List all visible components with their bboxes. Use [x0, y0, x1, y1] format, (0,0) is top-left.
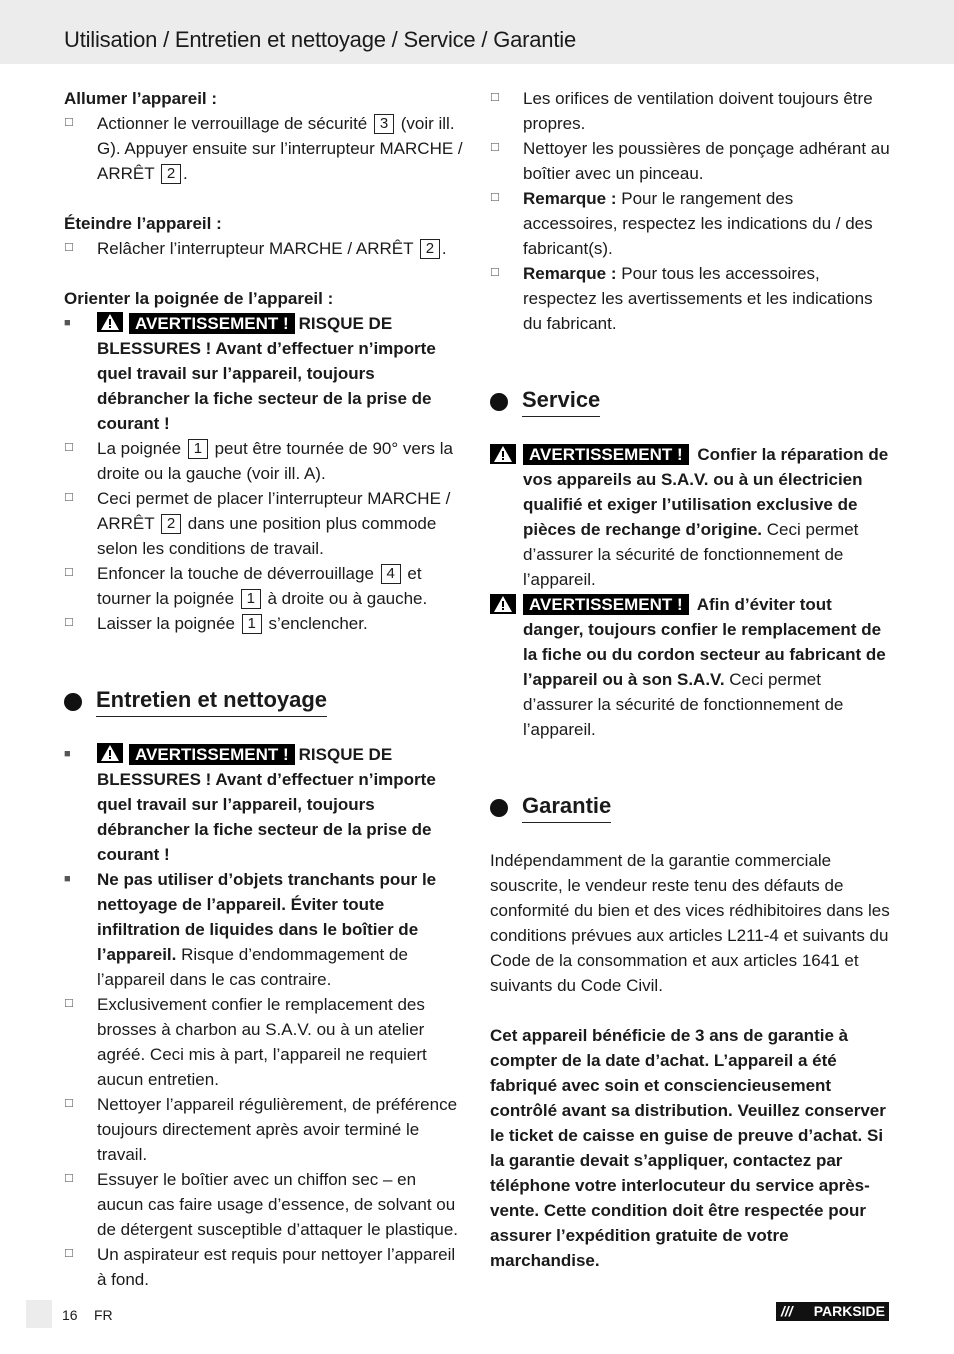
- section-garantie: [490, 792, 890, 823]
- section-title: Entretien et nettoyage: [96, 686, 327, 717]
- list-item: ☐ La poignée 1 peut être tournée de 90° vers la droite ou la gauche (voir ill. A).: [64, 436, 464, 486]
- checkbox-bullet-icon: ☐: [64, 998, 74, 1010]
- list-item: ☐ Exclusivement confier le remplacement des brosses à charbon au S.A.V. ou à un atelier agréé. Ceci mis à part, l’appareil ne requiert aucun entretien.: [64, 992, 464, 1092]
- page-title: Utilisation / Entretien et nettoyage / Service / Garantie: [64, 27, 576, 52]
- section-title: Garantie: [522, 792, 611, 823]
- warning-triangle-icon: [97, 312, 123, 332]
- checkbox-bullet-icon: ☐: [64, 617, 74, 629]
- language-code: FR: [94, 1307, 113, 1323]
- checkbox-bullet-icon: ☐: [64, 442, 74, 454]
- list-item: ☐ Ceci permet de placer l’interrupteur MARCHE / ARRÊT 2 dans une position plus commode selon les conditions de travail.: [64, 486, 464, 561]
- eteindre-heading: Éteindre l’appareil :: [64, 214, 222, 233]
- bullet-dot-icon: [490, 799, 508, 817]
- square-bullet-icon: ■: [64, 317, 71, 329]
- warning-triangle-icon: [97, 743, 123, 763]
- square-bullet-icon: ■: [64, 748, 71, 760]
- left-column: [64, 86, 464, 1292]
- warning-block: AVERTISSEMENT ! Confier la réparation de vos appareils au S.A.V. ou à un électricien qualifié et exiger l’utilisation exclusive de pièces de rechange d’origine. Ceci permet d’assurer la sécurité de fonctionnement de l’appareil.: [490, 442, 890, 592]
- page-header: [0, 0, 954, 64]
- list-item: ☐ Les orifices de ventilation doivent toujours être propres.: [490, 86, 890, 136]
- checkbox-bullet-icon: ☐: [490, 142, 500, 154]
- ref-number: 3: [374, 114, 394, 134]
- garantie-paragraph: Indépendamment de la garantie commerciale souscrite, le vendeur reste tenu des défauts de conformité du bien et des vices rédhibitoires dans les conditions prévues aux articles L211-4 et suivants du Code de la consommation et aux articles 1641 et suivants du Code Civil.: [490, 851, 890, 995]
- list-item: ☐ Remarque : Pour le rangement des accessoires, respectez les indications du / des fabricant(s).: [490, 186, 890, 261]
- list-item: ☐ Nettoyer l’appareil régulièrement, de préférence toujours directement après avoir terminé le travail.: [64, 1092, 464, 1167]
- list-item: ☐ Remarque : Pour tous les accessoires, respectez les avertissements et les indications du fabricant.: [490, 261, 890, 336]
- square-bullet-icon: ■: [64, 873, 71, 885]
- bullet-dot-icon: [490, 393, 508, 411]
- warning-block: AVERTISSEMENT ! Afin d’éviter tout danger, toujours confier le remplacement de la fiche ou du cordon secteur au fabricant de l’appareil ou à son S.A.V. Ceci permet d’assurer la sécurité de fonctionnement de l’appareil.: [490, 592, 890, 742]
- parkside-logo: [776, 1302, 889, 1321]
- list-item: ■ Ne pas utiliser d’objets tranchants pour le nettoyage de l’appareil. Éviter toute infiltration de liquides dans le boîtier de l’appareil. Risque d’endommagement de l’appareil dans le cas contraire.: [64, 867, 464, 992]
- warning-label: AVERTISSEMENT !: [523, 444, 689, 465]
- warning-item: ■ AVERTISSEMENT ! RISQUE DE BLESSURES ! Avant d’effectuer n’importe quel travail sur l’appareil, toujours débrancher la fiche secteur de la prise de courant !: [64, 311, 464, 436]
- warning-item: ■ AVERTISSEMENT ! RISQUE DE BLESSURES ! Avant d’effectuer n’importe quel travail sur l’appareil, toujours débrancher la fiche secteur de la prise de courant !: [64, 742, 464, 867]
- ref-number: 2: [420, 239, 440, 259]
- checkbox-bullet-icon: ☐: [64, 242, 74, 254]
- ref-number: 4: [381, 564, 401, 584]
- checkbox-bullet-icon: ☐: [64, 567, 74, 579]
- ref-number: 1: [241, 589, 261, 609]
- ref-number: 2: [161, 164, 181, 184]
- bullet-dot-icon: [64, 693, 82, 711]
- checkbox-bullet-icon: ☐: [64, 1173, 74, 1185]
- checkbox-bullet-icon: ☐: [490, 192, 500, 204]
- warning-label: AVERTISSEMENT !: [523, 594, 689, 615]
- ref-number: 1: [242, 614, 262, 634]
- logo-text: PARKSIDE: [813, 1303, 885, 1319]
- section-title: Service: [522, 386, 600, 417]
- checkbox-bullet-icon: ☐: [64, 1248, 74, 1260]
- right-column: [490, 86, 890, 1273]
- warning-label: AVERTISSEMENT !: [129, 313, 295, 334]
- orienter-heading: Orienter la poignée de l’appareil :: [64, 289, 334, 308]
- list-item: ☐ Nettoyer les poussières de ponçage adhérant au boîtier avec un pinceau.: [490, 136, 890, 186]
- section-entretien: [64, 686, 464, 717]
- list-item: ☐ Laisser la poignée 1 s’enclencher.: [64, 611, 464, 636]
- list-item: ☐ Relâcher l’interrupteur MARCHE / ARRÊT 2 .: [64, 236, 464, 261]
- list-item: ☐ Actionner le verrouillage de sécurité 3 (voir ill. G). Appuyer ensuite sur l’interrupteur MARCHE / ARRÊT 2 .: [64, 111, 464, 186]
- garantie-bold-paragraph: Cet appareil bénéficie de 3 ans de garantie à compter de la date d’achat. L’appareil a été fabriqué avec soin et consciencieusement contrôlé avant sa distribution. Veuillez conserver le ticket de caisse en guise de preuve d’achat. Si la garantie devait s’appliquer, contactez par téléphone votre interlocuteur du service après-vente. Cette condition doit être respectée pour assurer l’expédition gratuite de votre marchandise.: [490, 1026, 886, 1270]
- logo-mark: ///: [781, 1303, 793, 1319]
- section-service: [490, 386, 890, 417]
- warning-triangle-icon: [490, 444, 516, 464]
- checkbox-bullet-icon: ☐: [490, 267, 500, 279]
- checkbox-bullet-icon: ☐: [64, 117, 74, 129]
- list-item: ☐ Un aspirateur est requis pour nettoyer l’appareil à fond.: [64, 1242, 464, 1292]
- ref-number: 1: [188, 439, 208, 459]
- checkbox-bullet-icon: ☐: [64, 1098, 74, 1110]
- list-item: ☐ Enfoncer la touche de déverrouillage 4 et tourner la poignée 1 à droite ou à gauche.: [64, 561, 464, 611]
- footer-marker: [26, 1300, 52, 1328]
- checkbox-bullet-icon: ☐: [490, 92, 500, 104]
- allumer-heading: Allumer l’appareil :: [64, 89, 218, 108]
- list-item: ☐ Essuyer le boîtier avec un chiffon sec – en aucun cas faire usage d’essence, de solvant ou de détergent susceptible d’attaquer le plastique.: [64, 1167, 464, 1242]
- page-number: 16: [62, 1307, 78, 1323]
- warning-triangle-icon: [490, 594, 516, 614]
- warning-label: AVERTISSEMENT !: [129, 744, 295, 765]
- ref-number: 2: [161, 514, 181, 534]
- checkbox-bullet-icon: ☐: [64, 492, 74, 504]
